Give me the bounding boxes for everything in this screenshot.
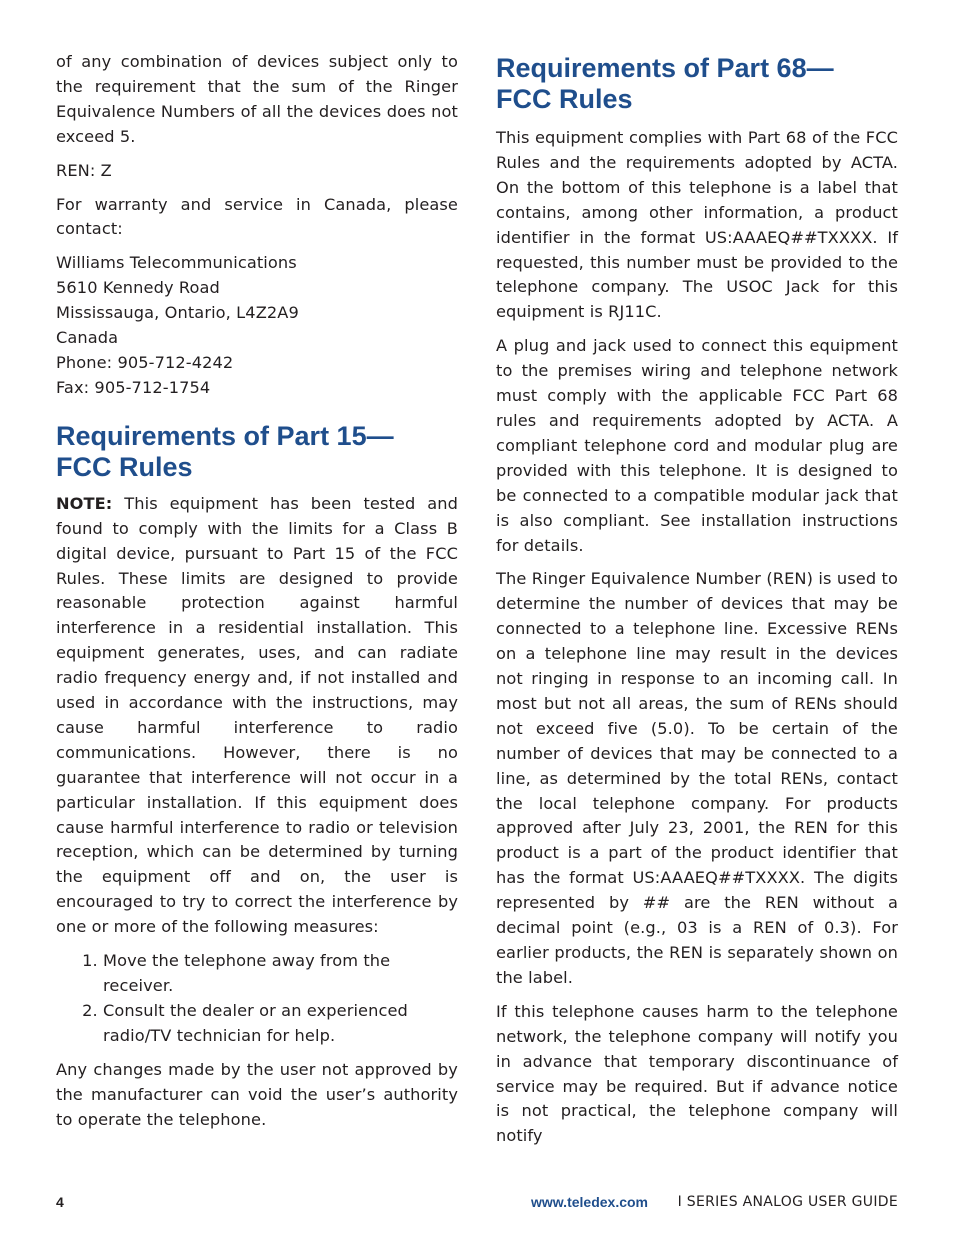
list-item: 2. Consult the dealer or an experienced radio/TV technician for help. bbox=[103, 999, 458, 1049]
continuation-paragraph: of any combination of devices subject only to the requirement that the sum of the Ringer Equivalence Numbers of all the devices does not exceed 5. bbox=[56, 52, 458, 146]
part68-paragraph-1: This equipment complies with Part 68 of the FCC Rules and the requirements adopted by ACTA. On the bottom of this telephone is a label that contains, among other information, a product identifier in the format US:AAAEQ##TXXXX. If requested, this number must be provided to the telephone company. The USOC Jack for this equipment is RJ11C. bbox=[496, 128, 898, 322]
address-line: Williams Telecommunications bbox=[56, 253, 297, 273]
note-label: NOTE: bbox=[56, 493, 113, 513]
address-phone: Phone: 905-712-4242 bbox=[56, 352, 234, 372]
page-footer bbox=[56, 1194, 898, 1216]
harm-paragraph: If this telephone causes harm to the telephone network, the telephone company will notify you in advance that temporary discontinuance of service may be required. But if advance notice is not practical, the telephone company will notify bbox=[496, 1001, 898, 1146]
part15-heading: Requirements of Part 15— FCC Rules bbox=[56, 420, 394, 482]
address-fax: Fax: 905-712-1754 bbox=[56, 377, 211, 397]
address-line: Canada bbox=[56, 328, 119, 348]
ren-explanation-paragraph: The Ringer Equivalence Number (REN) is used to determine the number of devices that may be connected to a telephone line. Excessive RENs on a telephone line may result in the devices not ringing in response to an incoming call. In most but not all areas, the sum of RENs should not exceed five (5.0). To be certain of the number of devices that may be connected to a line, as determined by the total RENs, contact the local telephone company. For products approved after July 23, 2001, the REN for this product is a part of the product identifier that has the format US:AAAEQ##TXXXX. The digits represented by ## are the REN without a decimal point (e.g., 03 is a REN of 0.3). For earlier products, the REN is separately shown on the label. bbox=[496, 569, 898, 987]
part15-note-paragraph bbox=[56, 492, 458, 940]
left-column bbox=[56, 50, 458, 1141]
website-link[interactable]: www.teledex.com bbox=[531, 1194, 648, 1210]
address-line: 5610 Kennedy Road bbox=[56, 278, 220, 298]
measures-list bbox=[56, 949, 458, 1049]
changes-paragraph: Any changes made by the user not approved by the manufacturer can void the user’s authority to operate the telephone. bbox=[56, 1059, 458, 1129]
note-text: This equipment has been tested and found to comply with the limits for a Class B digital device, pursuant to Part 15 of the FCC Rules. These limits are designed to provide reasonable protection against harmful interference in a residential installation. This equipment generates, uses, and can radiate radio frequency energy and, if not installed and used in accordance with the instructions, may cause harmful interference to radio communications. However, there is no guarantee that interference will not occur in a particular installation. If this equipment does cause harmful interference to radio or television reception, which can be determined by turning the equipment off and on, the user is encouraged to try to correct the interference by one or more of the following measures: bbox=[56, 493, 458, 937]
ren-value: REN: Z bbox=[56, 160, 112, 180]
guide-title: I SERIES ANALOG USER GUIDE bbox=[677, 1194, 898, 1210]
canada-address bbox=[56, 251, 458, 400]
page-number: 4 bbox=[56, 1194, 64, 1210]
part68-heading: Requirements of Part 68— FCC Rules bbox=[496, 53, 834, 114]
address-line: Mississauga, Ontario, L4Z2A9 bbox=[56, 303, 299, 323]
right-column bbox=[496, 50, 898, 1158]
warranty-paragraph: For warranty and service in Canada, please contact: bbox=[56, 194, 458, 239]
part68-paragraph-2: A plug and jack used to connect this equipment to the premises wiring and telephone network must comply with the applicable FCC Part 68 rules and requirements adopted by ACTA. A compliant telephone cord and modular plug are provided with this telephone. It is designed to be connected to a compatible modular jack that is also compliant. See installation instructions for details. bbox=[496, 336, 898, 555]
list-item: 1. Move the telephone away from the receiver. bbox=[103, 949, 458, 999]
